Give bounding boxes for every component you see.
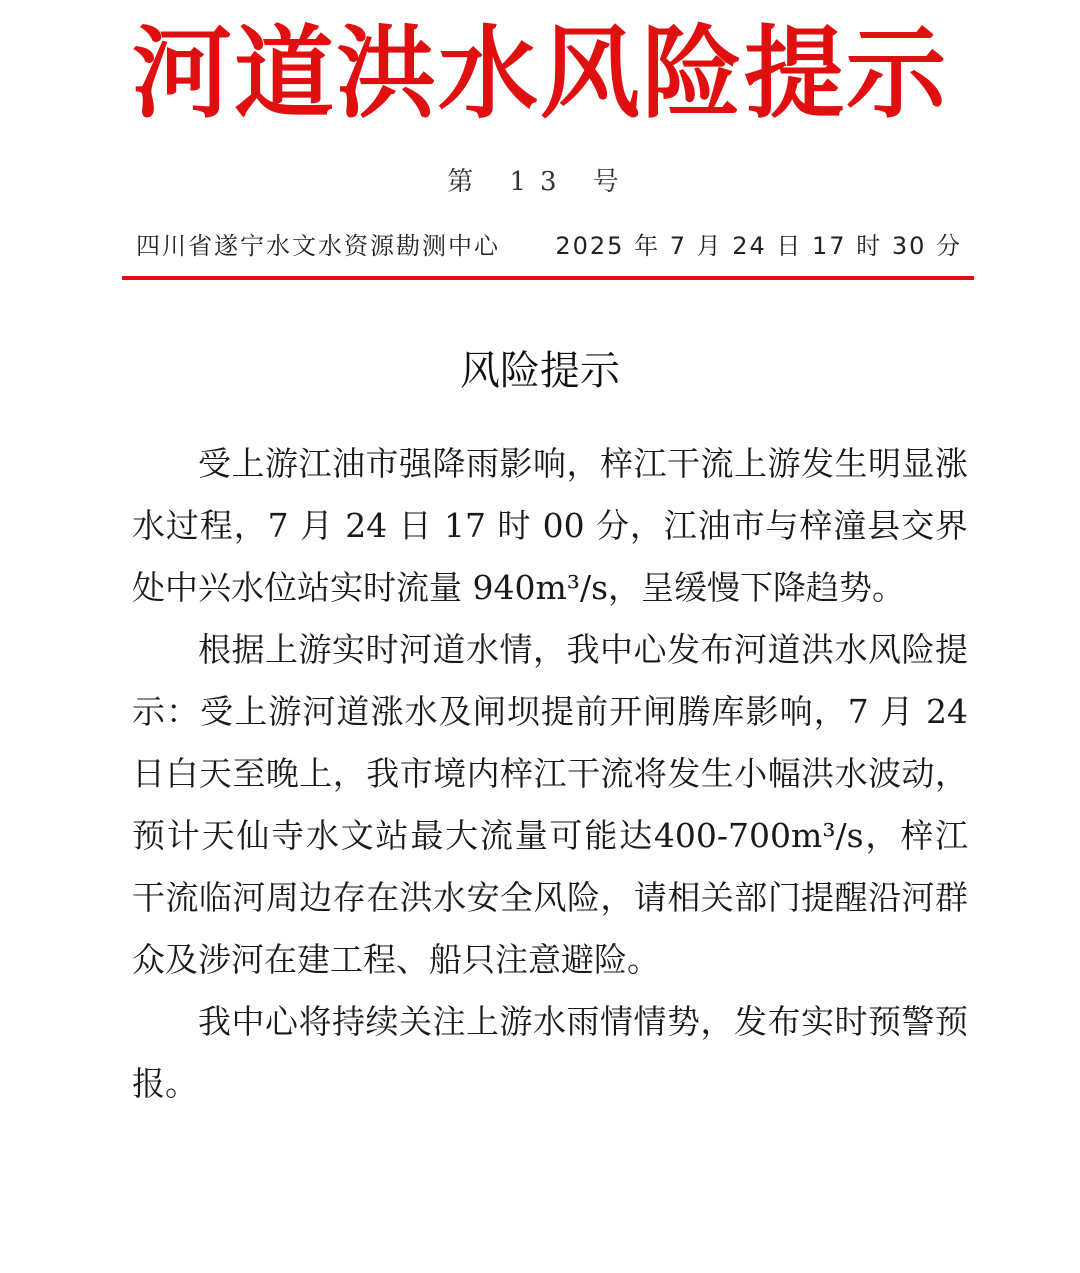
header-divider [122, 276, 974, 280]
paragraph-risk-warning: 根据上游实时河道水情，我中心发布河道洪水风险提示：受上游河道涨水及闸坝提前开闸腾库影响，7 月 24 日白天至晚上，我市境内梓江干流将发生小幅洪水波动，预计天仙寺水文站最大流量可能达400-700m³/s，梓江干流临河周边存在洪水安全风险，请相关部门提醒沿河群众及涉河在建工程、船只注意避险。 [132, 630, 968, 979]
banner-title: 河道洪水风险提示 [132, 15, 948, 132]
issue-date: 2025 年 7 月 24 日 17 时 30 分 [555, 232, 962, 260]
paragraph-followup: 我中心将持续关注上游水雨情情势，发布实时预警预报。 [132, 1002, 968, 1103]
paragraph-current-situation: 受上游江油市强降雨影响，梓江干流上游发生明显涨水过程，7 月 24 日 17 时 00 分，江油市与梓潼县交界处中兴水位站实时流量 940m³/s，呈缓慢下降趋势。 [132, 444, 968, 607]
document-body [132, 433, 968, 1115]
issuer-name: 四川省遂宁水文水资源勘测中心 [136, 232, 500, 260]
section-title: 风险提示 [460, 348, 620, 394]
issue-number: 第 13 号 [447, 167, 633, 197]
document-header [0, 0, 1080, 290]
